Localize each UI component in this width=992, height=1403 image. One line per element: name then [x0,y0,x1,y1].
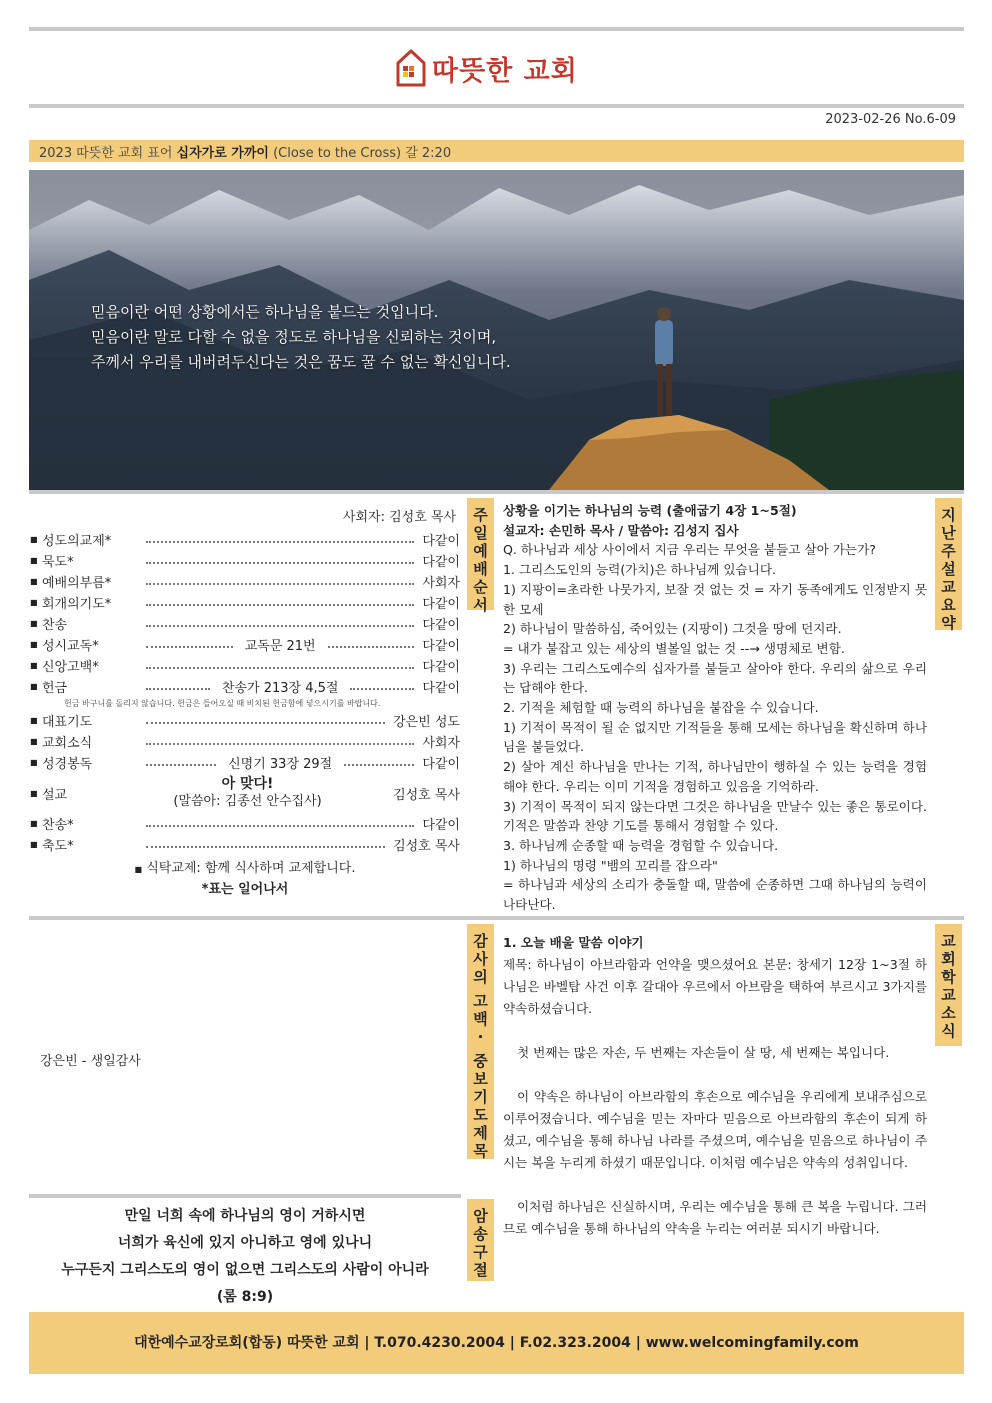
worship-item: ■ 신앙고백* 다같이 [30,660,460,675]
summary-line: 2) 살아 계신 하나님을 만나는 기적, 하나님만이 행하실 수 있는 능력을 경험해야 한다. 우리는 이미 기적을 경험하고 있음을 기억하라. [503,759,927,794]
memory-verse [30,1203,460,1311]
summary-line: 2) 하나님이 말씀하심, 죽어있는 (지팡이) 그것을 땅에 던지라. [503,621,842,637]
summary-line: 1. 그리스도인의 능력(가치)은 하나님께 있습니다. [503,562,777,578]
summary-line: 3. 하나님께 순종할 때 능력을 경험할 수 있습니다. [503,837,779,853]
motto-emphasis: 십자가로 가까이 [176,146,269,161]
church-logo [396,42,596,94]
hero-image [29,170,964,490]
news-tab: 교 회 학 교 소 식 [935,924,962,1046]
worship-leader: 사회자: 김성호 목사 [342,510,456,525]
worship-tab: 주 일 예 배 순 서 [467,498,494,610]
news-paragraph: 첫 번째는 많은 자손, 두 번째는 자손들이 살 땅, 세 번째는 복입니다. [517,1045,890,1060]
verse-rule [29,1194,461,1198]
worship-item: ■ 대표기도 강은빈 성도 [30,715,460,730]
worship-item: ■ 예배의부름* 사회자 [30,576,460,591]
hero-line: 믿음이란 말로 다할 수 없을 정도로 하나님을 신뢰하는 것이며, [91,328,497,346]
verse-tab: 암 송 구 절 [467,1199,494,1281]
summary-line: 1) 지팡이=초라한 나뭇가지, 보잘 것 없는 것 = 자기 동족에게도 인정받지 못한 모세 [503,581,927,617]
header-rule [29,104,964,108]
summary-title: 상황을 이기는 하나님의 능력 (출애굽기 4장 1~5절) [503,503,797,518]
hero-line: 주께서 우리를 내버려두신다는 것은 꿈도 꿀 수 없는 확신입니다. [91,353,511,371]
verse-line: 만일 너희 속에 하나님의 영이 거하시면 [124,1208,366,1224]
worship-item: ■ 성경봉독 신명기 33장 29절 다같이 [30,757,461,772]
verse-line: 누구든지 그리스도의 영이 없으면 그리스도의 사람이 아니라 [61,1262,429,1278]
summary-line: 2. 기적을 체험할 때 능력의 하나님을 붙잡을 수 있습니다. [503,700,819,716]
summary-line: = 내가 붙잡고 있는 세상의 별볼일 없는 것 --→ 생명체로 변함. [503,640,845,656]
prayer-list: 강은빈 - 생일감사 [40,1054,141,1069]
worship-item: ■ 성도의교제* 다같이 [30,534,460,549]
church-name: 따뜻한 교회 [432,55,578,87]
church-school-news [503,932,927,1240]
summary-line: 3) 우리는 그리스도예수의 십자가를 붙들고 살아야 한다. 우리의 삶으로 우리는 답해야 한다. [503,660,927,696]
news-paragraph: 이처럼 하나님은 신실하시며, 우리는 예수님을 통해 큰 복을 누립니다. 그러므로 예수님을 통해 하나님의 약속을 누리는 여러분 되시기 바랍니다. [503,1199,927,1236]
year-motto [29,140,964,162]
news-heading: 1. 오늘 배울 말씀 이야기 [503,935,644,950]
motto-suffix: (Close to the Cross) 갈 2:20 [273,146,452,161]
mid-rule [29,916,964,920]
issue-number: No.6-09 [904,112,956,127]
sermon-title: 아 맞다! [221,776,274,792]
worship-order [30,506,460,900]
worship-item: ■ 회개의기도* 다같이 [30,597,460,612]
hero-bottom-rule [29,490,964,494]
house-icon [396,49,426,87]
footer-contact: 대한예수교장로회(합동) 따뜻한 교회 | T.070.4230.2004 | F.02.323.2004 | www.welcomingfamily.com [29,1312,964,1374]
sermon-summary [503,501,927,915]
verse-reference: (롬 8:9) [216,1289,274,1305]
sermon-item: ■ 설교 아 맞다! (말씀아: 김종선 안수집사) 김성호 목사 [30,776,460,809]
worship-item: ■ 헌금 찬송가 213장 4,5절 다같이 [30,681,461,696]
top-rule [29,27,964,31]
news-paragraph: 제목: 하나님이 아브라함과 언약을 맺으셨어요 본문: 창세기 12장 1~3절 하나님은 바벨탑 사건 이후 갈대아 우르에서 아브람을 택하여 부르시고 3가지를 약속하셨습니다. [503,957,927,1016]
worship-item: ■ 묵도* 다같이 [30,555,460,570]
sermon-title-block [102,776,393,810]
summary-line: 1) 기적이 목적이 될 순 없지만 기적들을 통해 모세는 하나님을 확신하며 하나님을 붙들었다. [503,719,927,755]
worship-items [30,529,460,697]
worship-item: ■ 찬송 다같이 [30,618,460,633]
worship-item: ■ 찬송* 다같이 [30,818,460,833]
hero-quote [91,300,511,375]
meal-note: ■ 식탁교제: 함께 식사하며 교제합니다. [134,861,356,876]
issue-date-line [825,112,956,127]
summary-line: 3) 기적이 목적이 되지 않는다면 그것은 하나님을 만날수 있는 좋은 통로이다. 기적은 말씀과 찬양 기도를 통해서 경험할 수 있다. [503,798,927,834]
verse-line: 너희가 육신에 있지 아니하고 영에 있나니 [117,1235,373,1251]
news-paragraph: 이 약속은 하나님이 아브라함의 후손으로 예수님을 우리에게 보내주심으로 이루어졌습니다. 예수님을 믿는 자마다 믿음으로 아브라함의 후손이 되게 하셨고, 예수님을 통해 하나님 나라를 주셨으며, 예수님을 믿음으로 하나님이 주시는 복을 누리게 하셨기 때문입니다. 이처럼 예수님은 약속의 성취입니다. [503,1089,927,1170]
worship-item: ■ 성시교독* 교독문 21번 다같이 [30,639,461,654]
hero-line: 믿음이란 어떤 상황에서든 하나님을 붙드는 것입니다. [91,303,439,321]
offering-note: 헌금 바구니를 돌리지 않습니다. 헌금은 들어오실 때 비치된 헌금함에 넣으시기를 바랍니다. [64,699,381,708]
motto-prefix: 2023 따뜻한 교회 표어 [39,146,173,161]
worship-item: ■ 교회소식 사회자 [30,736,460,751]
summary-line: = 하나님과 세상의 소리가 충돌할 때, 말씀에 순종하면 그때 하나님의 능력이 나타난다. [503,877,927,913]
summary-line: Q. 하나님과 세상 사이에서 지금 우리는 무엇을 붙들고 살아 가는가? [503,542,876,558]
prayer-tab: 감 사 의 고 백 · 중 보 기 도 제 목 [467,924,494,1159]
worship-item: ■ 축도* 김성호 목사 [30,839,460,854]
summary-tab: 지 난 주 설 교 요 약 [935,498,962,630]
sermon-subtitle: (말씀아: 김종선 안수집사) [173,794,322,809]
summary-line: 1) 하나님의 명령 "뱀의 꼬리를 잡으라" [503,857,718,873]
summary-preacher: 설교자: 손민하 목사 / 말씀아: 김성지 집사 [503,522,739,538]
standing-note: *표는 일어나서 [201,882,289,897]
issue-date: 2023-02-26 [825,112,901,127]
